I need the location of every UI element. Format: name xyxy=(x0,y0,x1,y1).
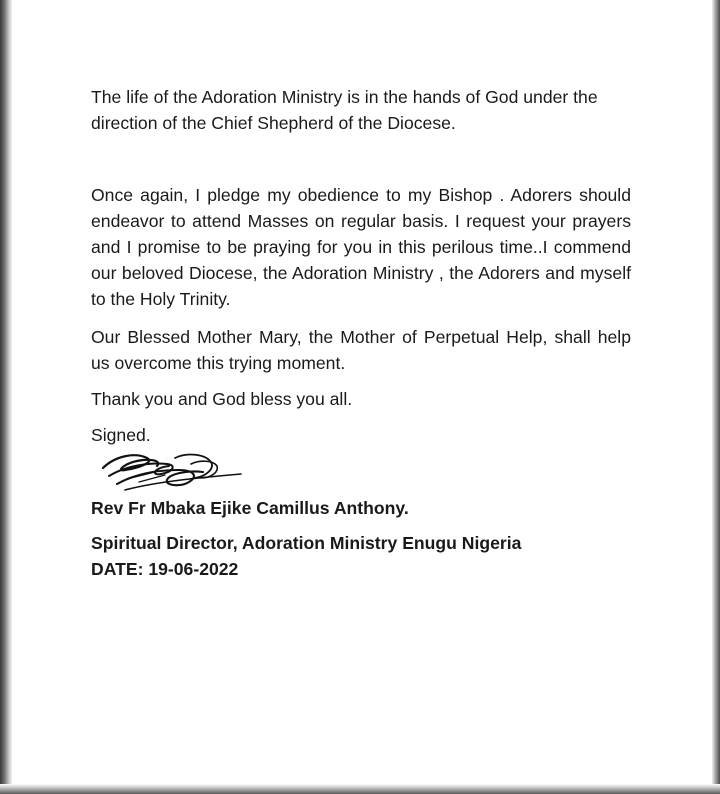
handwritten-signature xyxy=(95,448,245,494)
signatory-name: Rev Fr Mbaka Ejike Camillus Anthony. xyxy=(91,498,409,518)
paragraph-ministry-life: The life of the Adoration Ministry is in the hands of God under the direction of the Chief Shepherd of the Diocese. xyxy=(91,87,598,133)
paragraph-blessed-mother: Our Blessed Mother Mary, the Mother of Perpetual Help, shall help us overcome this trying moment. xyxy=(91,327,631,373)
signed-label: Signed. xyxy=(91,425,151,445)
scan-shadow-right xyxy=(712,0,720,794)
letter-date: DATE: 19-06-2022 xyxy=(91,559,239,579)
scan-shadow-left xyxy=(0,0,12,794)
closing-line: Thank you and God bless you all. xyxy=(91,389,353,409)
paragraph-pledge: Once again, I pledge my obedience to my Bishop . Adorers should endeavor to attend Masses on regular basis. I request your prayers and I promise to be praying for you in this perilous time..I commend our beloved Diocese, the Adoration Ministry , the Adorers and myself to the Holy Trinity. xyxy=(91,185,631,309)
signatory-title: Spiritual Director, Adoration Ministry Enugu Nigeria xyxy=(91,533,522,553)
scan-shadow-bottom xyxy=(0,784,720,794)
